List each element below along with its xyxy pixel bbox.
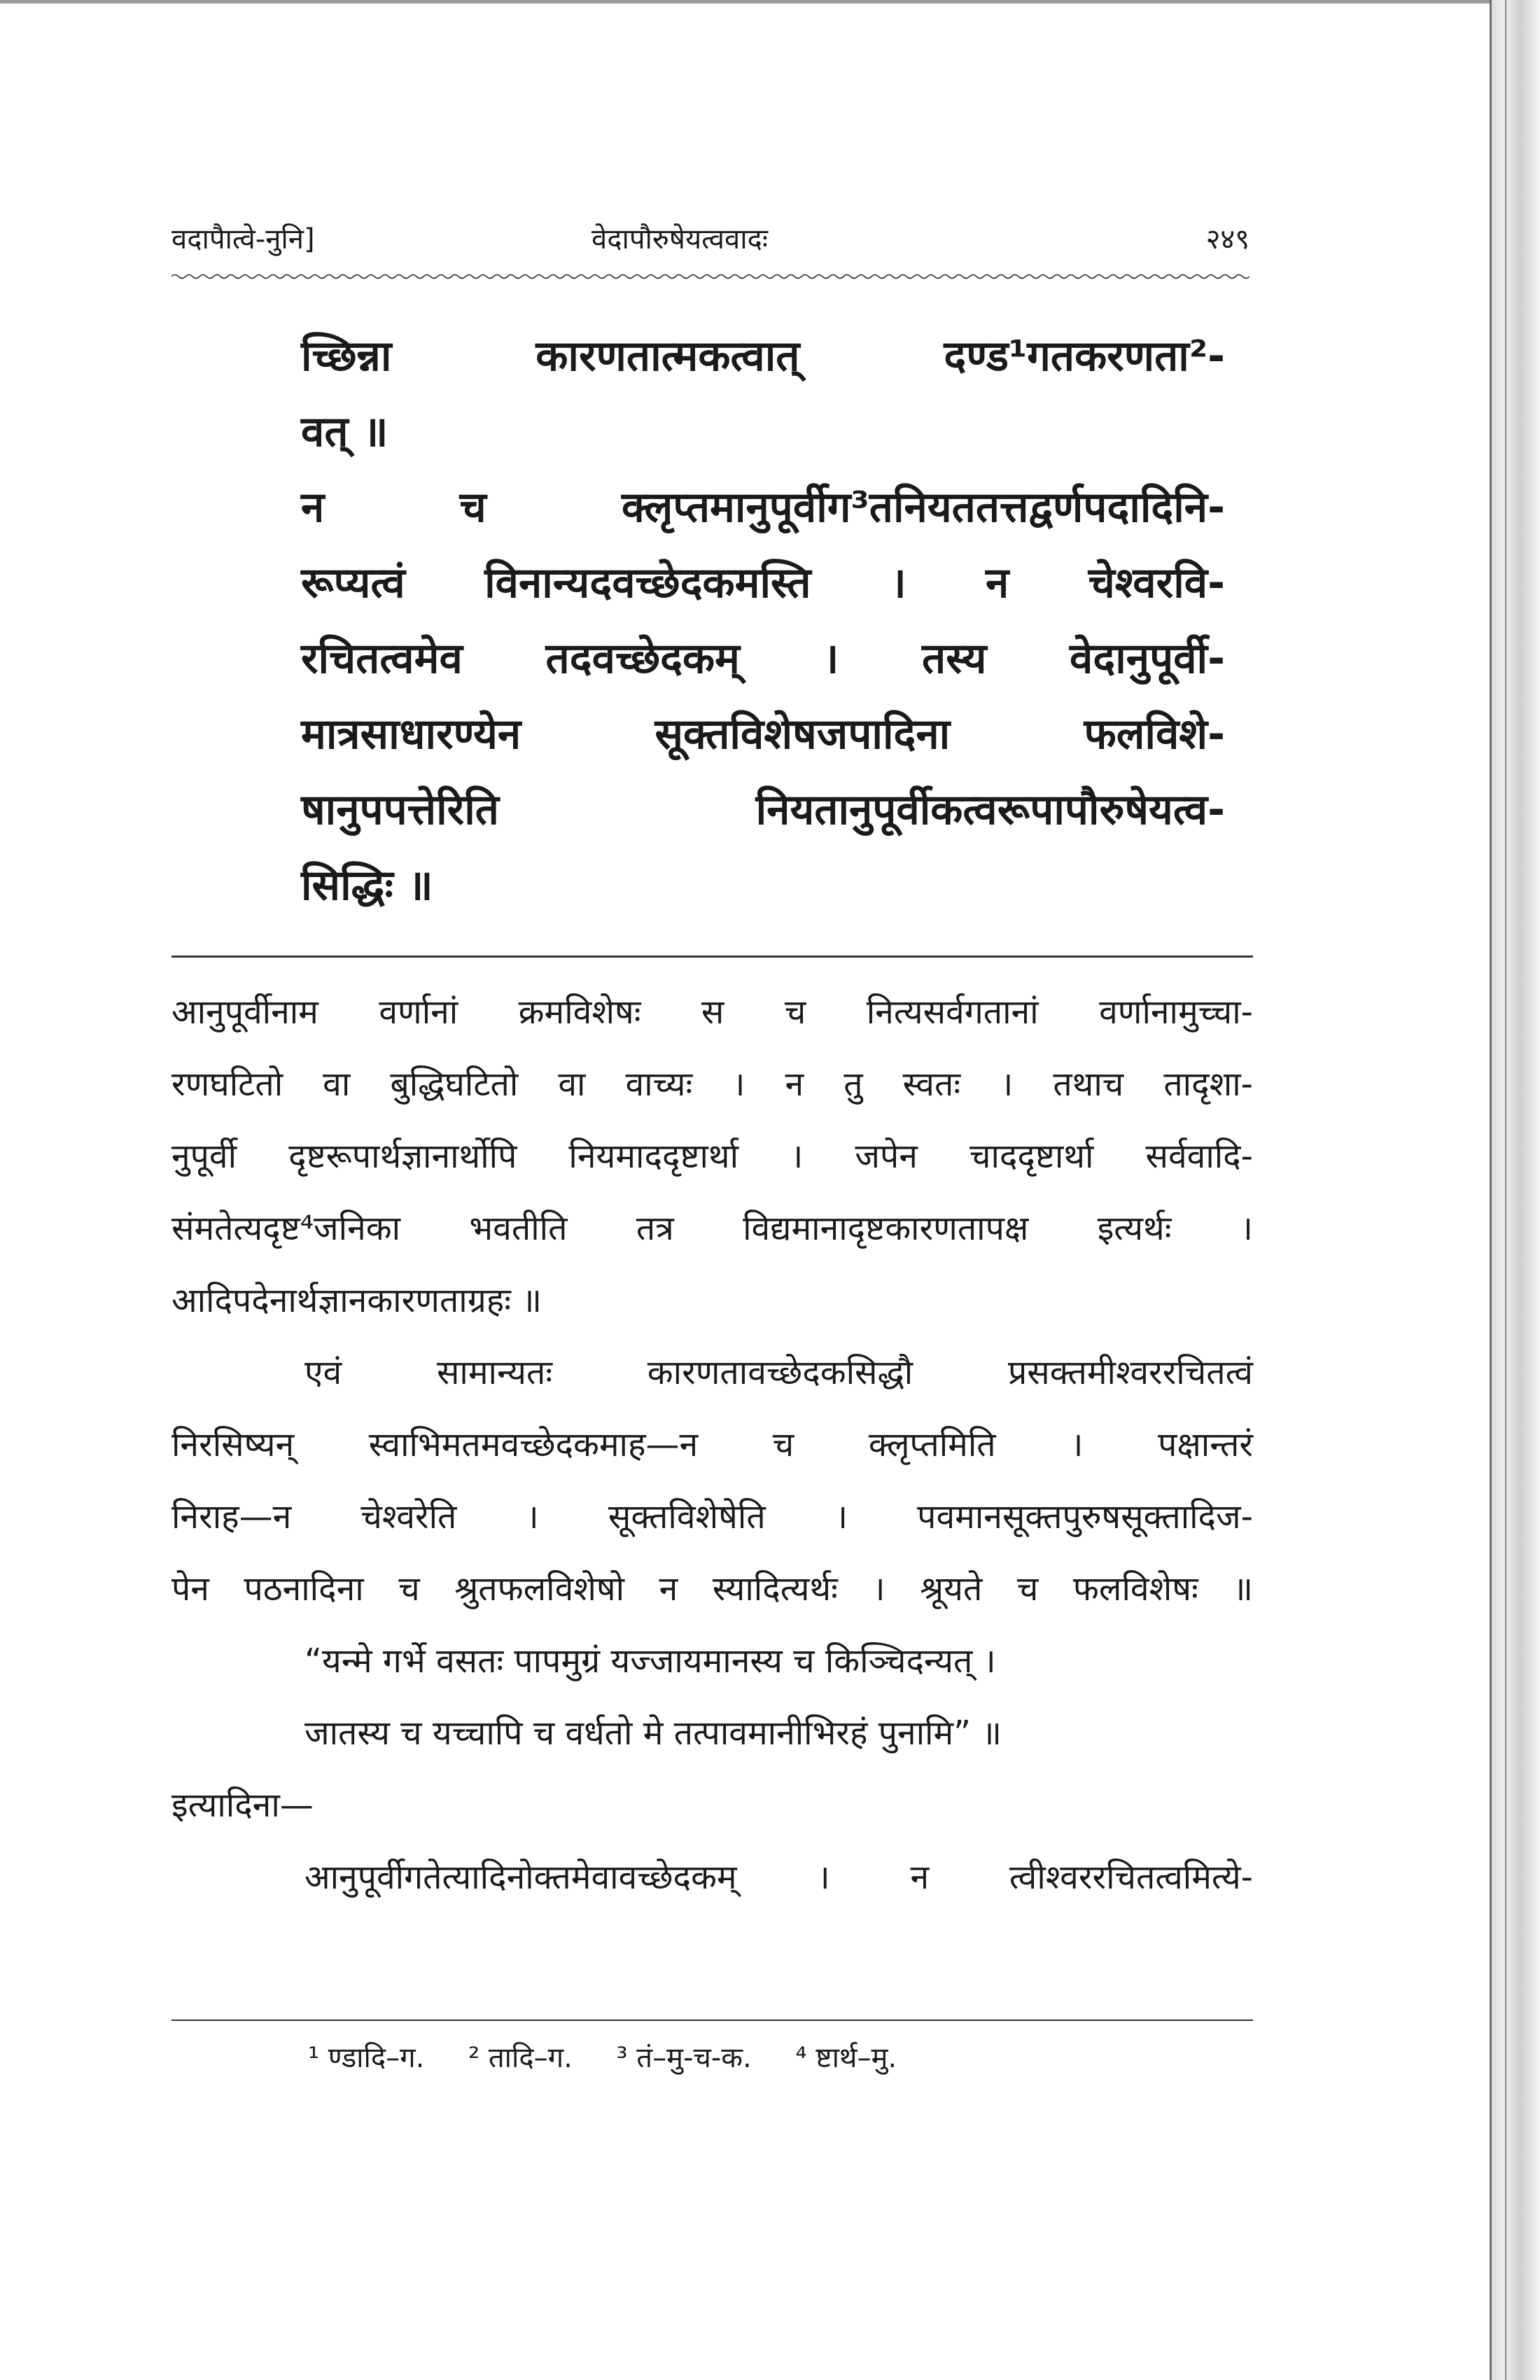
header-wavy-rule	[172, 273, 1250, 280]
footnote: ¹ ण्डादि–ग.	[308, 2042, 425, 2074]
commentary-line: रणघटितो वा बुद्धिघटितो वा वाच्यः । न तु स्वतः । तथाच तादृशा-	[172, 1065, 1253, 1104]
commentary-line: आनुपूर्वीगतेत्यादिनोक्तमेवावच्छेदकम् । न त्वीश्वररचितत्वमित्ये-	[304, 1858, 1253, 1897]
page-number: २४९	[1205, 223, 1250, 255]
page-fore-edge	[1490, 0, 1540, 2380]
footnote: ⁴ ष्टार्थ–मु.	[795, 2042, 897, 2074]
section-divider	[172, 955, 1253, 958]
mula-line: मात्रसाधारण्येन सूक्तविशेषजपादिना फलविशे-	[301, 710, 1225, 759]
mula-line: न च क्लृप्तमानुपूर्वीग³तनियततत्तद्वर्णपदादिनि-	[301, 483, 1225, 532]
running-head	[172, 210, 1250, 266]
commentary-line: नुपूर्वी दृष्टरूपार्थज्ञानार्थोपि नियमाददृष्टार्था । जपेन चाददृष्टार्था सर्ववादि-	[172, 1137, 1253, 1176]
commentary-line: पेन पठनादिना च श्रुतफलविशेषो न स्यादित्यर्थः । श्रूयते च फलविशेषः ॥	[172, 1569, 1253, 1609]
commentary-block	[172, 976, 1253, 1914]
footnotes	[308, 2037, 1288, 2076]
commentary-line: आनुपूर्वीनाम वर्णानां क्रमविशेषः स च नित्यसर्वगतानां वर्णानामुच्चा-	[172, 993, 1253, 1032]
commentary-line: एवं सामान्यतः कारणतावच्छेदकसिद्धौ प्रसक्तमीश्वररचितत्वं	[304, 1353, 1253, 1392]
quoted-verse-line: “यन्मे गर्भे वसतः पापमुग्रं यज्जायमानस्य च किञ्चिदन्यत् ।	[304, 1642, 996, 1681]
footnote: ³ तं–मु-च-क.	[616, 2042, 752, 2074]
running-head-left: वदापैात्वे-नुनि]	[172, 223, 315, 255]
running-head-title: वेदापौरुषेयत्ववादः	[592, 223, 768, 255]
mula-line: रूप्यत्वं विनान्यदवच्छेदकमस्ति । न चेश्वरवि-	[301, 559, 1225, 608]
commentary-line: निराह—न चेश्वरेति । सूक्तविशेषेति । पवमानसूक्तपुरुषसूक्तादिज-	[172, 1497, 1253, 1536]
mula-line: षानुपपत्तेरिति नियतानुपूर्वीकत्वरूपापौरुषेयत्व-	[301, 785, 1225, 834]
mula-line: वत् ॥	[301, 407, 388, 456]
commentary-line: इत्यादिना—	[172, 1786, 314, 1825]
mula-line: सिद्धिः ॥	[301, 861, 433, 910]
quoted-verse-line: जातस्य च यच्चापि च वर्धतो मे तत्पावमानीभिरहं पुनामि” ॥	[304, 1714, 1002, 1753]
commentary-line: आदिपदेनार्थज्ञानकारणताग्रहः ॥	[172, 1281, 542, 1320]
footnote-divider	[172, 2019, 1253, 2021]
mula-line: रचितत्वमेव तदवच्छेदकम् । तस्य वेदानुपूर्वी-	[301, 634, 1225, 683]
page-top-edge	[0, 0, 1491, 4]
footnote: ² तादि–ग.	[468, 2042, 573, 2074]
mula-text-block	[301, 318, 1225, 923]
mula-line: च्छिन्ना कारणतात्मकत्वात् दण्ड¹गतकरणता²-	[301, 332, 1225, 381]
page-edge-line	[1505, 0, 1506, 2380]
commentary-line: संमतेत्यदृष्ट⁴जनिका भवतीति तत्र विद्यमानादृष्टकारणतापक्ष इत्यर्थः ।	[172, 1209, 1253, 1248]
page-edge-line	[1490, 0, 1492, 2380]
commentary-line: निरसिष्यन् स्वाभिमतमवच्छेदकमाह—न च क्लृप्तमिति । पक्षान्तरं	[172, 1425, 1253, 1464]
